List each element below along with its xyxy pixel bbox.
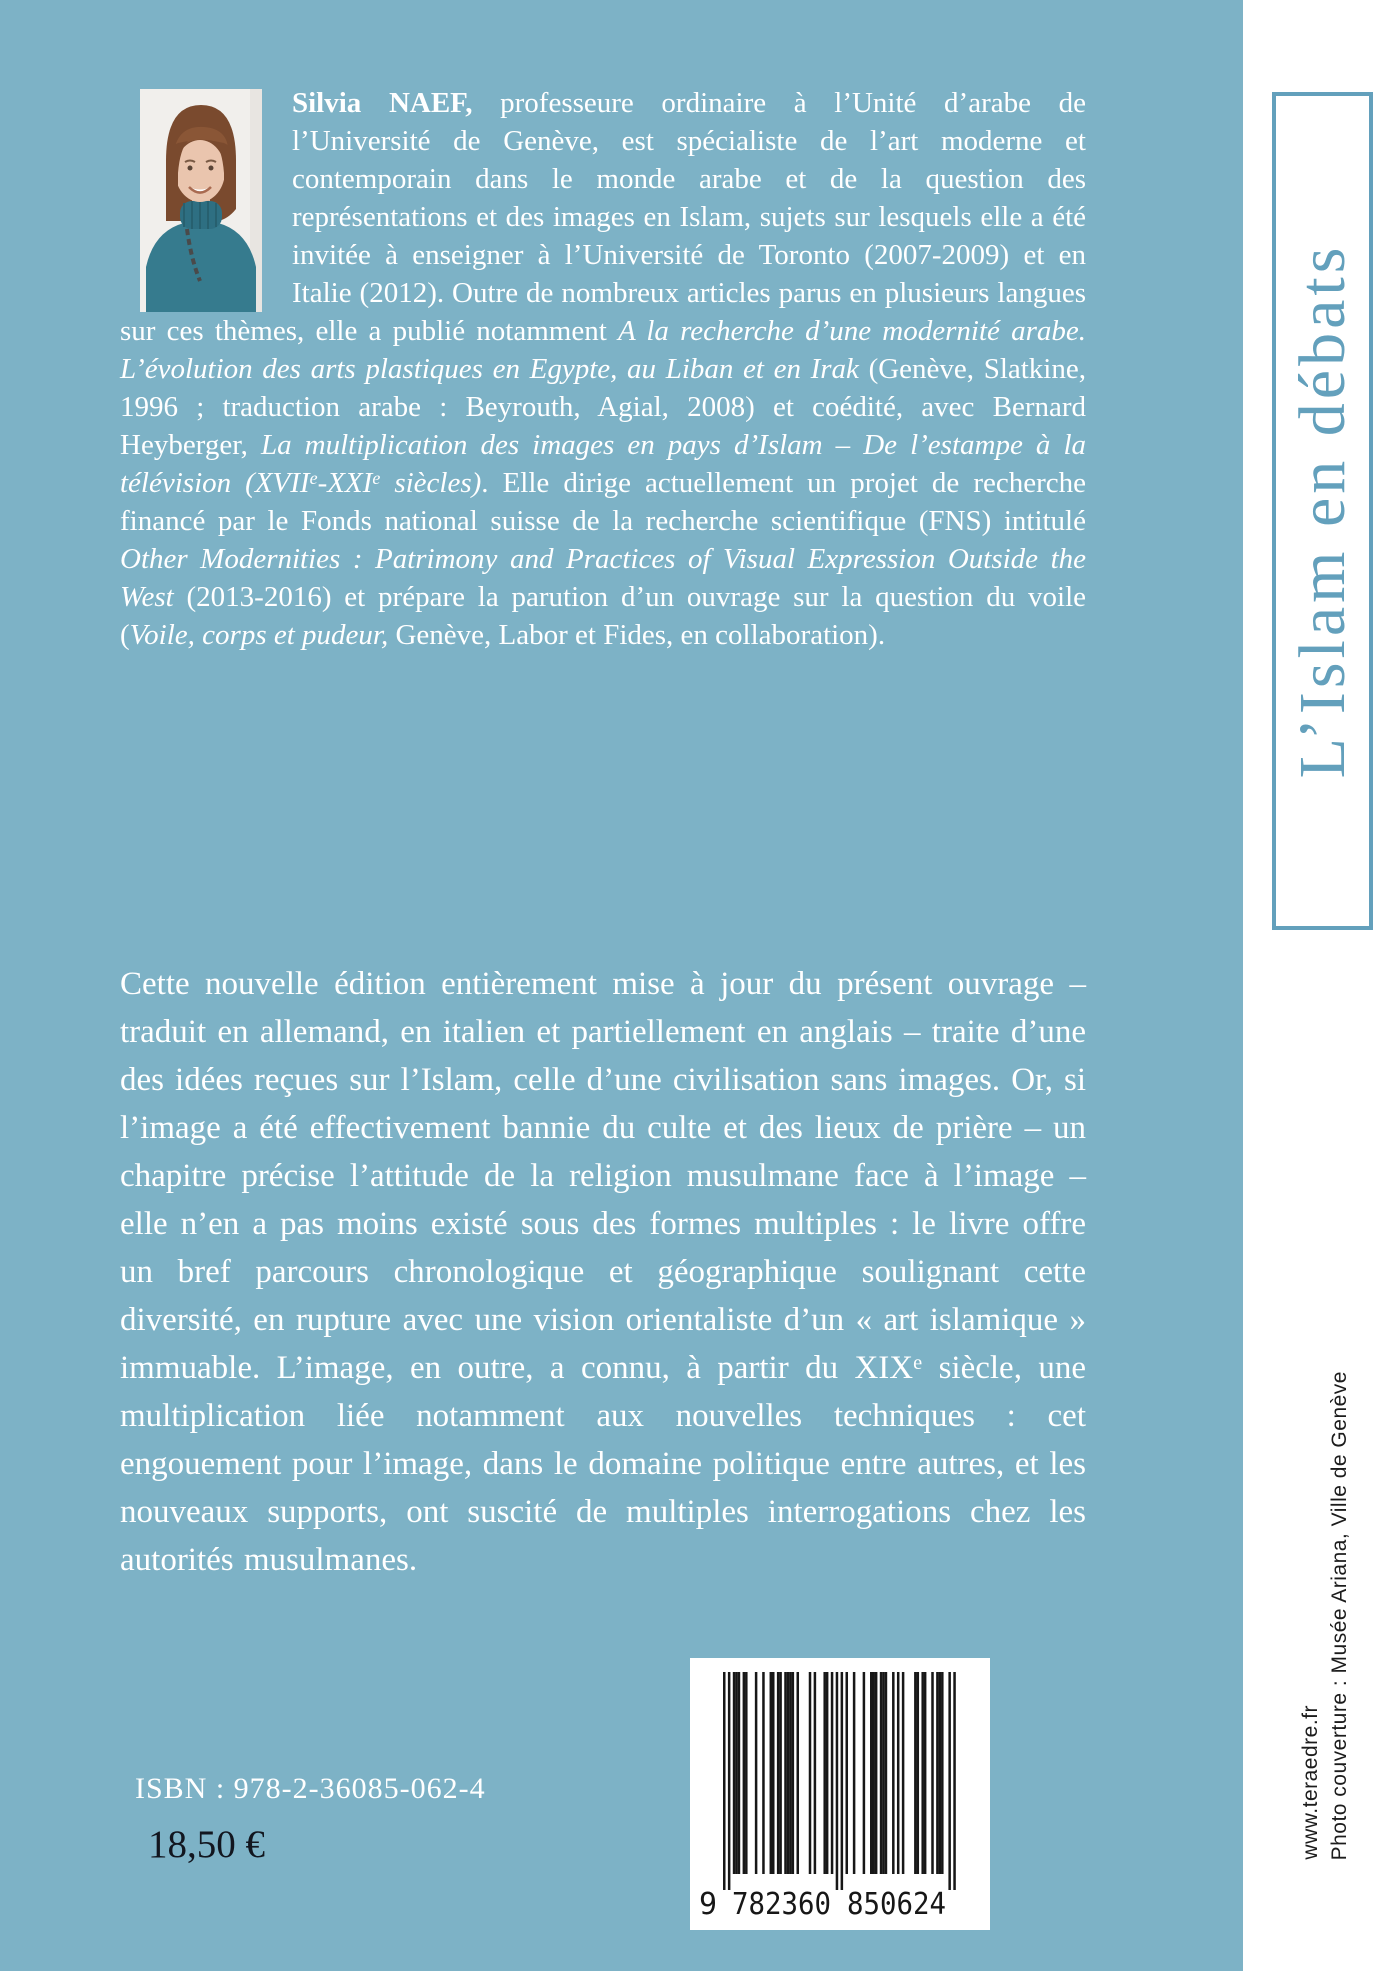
author-photo (140, 89, 262, 312)
barcode-svg (690, 1658, 990, 1930)
series-sidebar (1243, 0, 1400, 1971)
photo-credit-vertical-text: Photo couverture : Musée Ariana, Ville de Genève (1328, 1370, 1351, 1860)
book-description (120, 960, 1086, 1584)
svg-text:850624: 850624 (847, 1887, 946, 1922)
book-description-text: Cette nouvelle édition entièrement mise à jour du présent ouvrage – traduit en allemand, en italien et partiellement en anglais – traite d’une des idées reçues sur l’Islam, celle d’une civilisation sans images. Or, si l’image a été effectivement bannie du culte et des lieux de prière – un chapitre précise l’attitude de la religion musulmane face à l’image – elle n’en a pas moins existé sous des formes multiples : le livre offre un bref parcours chronologique et géographique soulignant cette diversité, en rupture avec une vision orientaliste d’un « art islamique » immuable. L’image, en outre, a connu, à partir du XIXe siècle, une multiplication liée notamment aux nouvelles techniques : cet engouement pour l’image, dans le domaine politique entre autres, et les nouveaux supports, ont suscité de multiples interrogations chez les autorités musulmanes. (120, 966, 1086, 1578)
svg-text:9: 9 (698, 1887, 717, 1922)
series-title-box (1272, 92, 1373, 930)
barcode (690, 1658, 990, 1930)
series-title-vertical-text: L’Islam en débats (1285, 243, 1359, 779)
author-bio (120, 84, 1086, 654)
price-text: 18,50 € (148, 1823, 265, 1866)
author-portrait-illustration (140, 89, 262, 312)
publisher-website-vertical-text: www.teraedre.fr (1299, 1705, 1322, 1860)
isbn-text: ISBN : 978-2-36085-062-4 (135, 1772, 486, 1805)
author-bio-text: Silvia NAEF, professeure ordinaire à l’Unité d’arabe de l’Université de Genève, est spécialiste de l’art moderne et contemporain dans le monde arabe et de la question des représentations et des images en Islam, sujets sur lesquels elle a été invitée à enseigner à l’Université de Toronto (2007-2009) et en Italie (2012). Outre de nombreux articles parus en plusieurs langues sur ces thèmes, elle a publié notamment A la recherche d’une modernité arabe. L’évolution des arts plastiques en Egypte, au Liban et en Irak (Genève, Slatkine, 1996 ; traduction arabe : Beyrouth, Agial, 2008) et coédité, avec Bernard Heyberger, La multiplication des images en pays d’Islam – De l’estampe à la télévision (XVIIe-XXIe siècles). Elle dirige actuellement un projet de recherche financé par le Fonds national suisse de la recherche scientifique (FNS) intitulé Other Modernities : Patrimony and Practices of Visual Expression Outside the West (2013-2016) et prépare la parution d’un ouvrage sur la question du voile (Voile, corps et pudeur, Genève, Labor et Fides, en collaboration). (120, 87, 1087, 651)
svg-text:782360: 782360 (732, 1887, 831, 1922)
